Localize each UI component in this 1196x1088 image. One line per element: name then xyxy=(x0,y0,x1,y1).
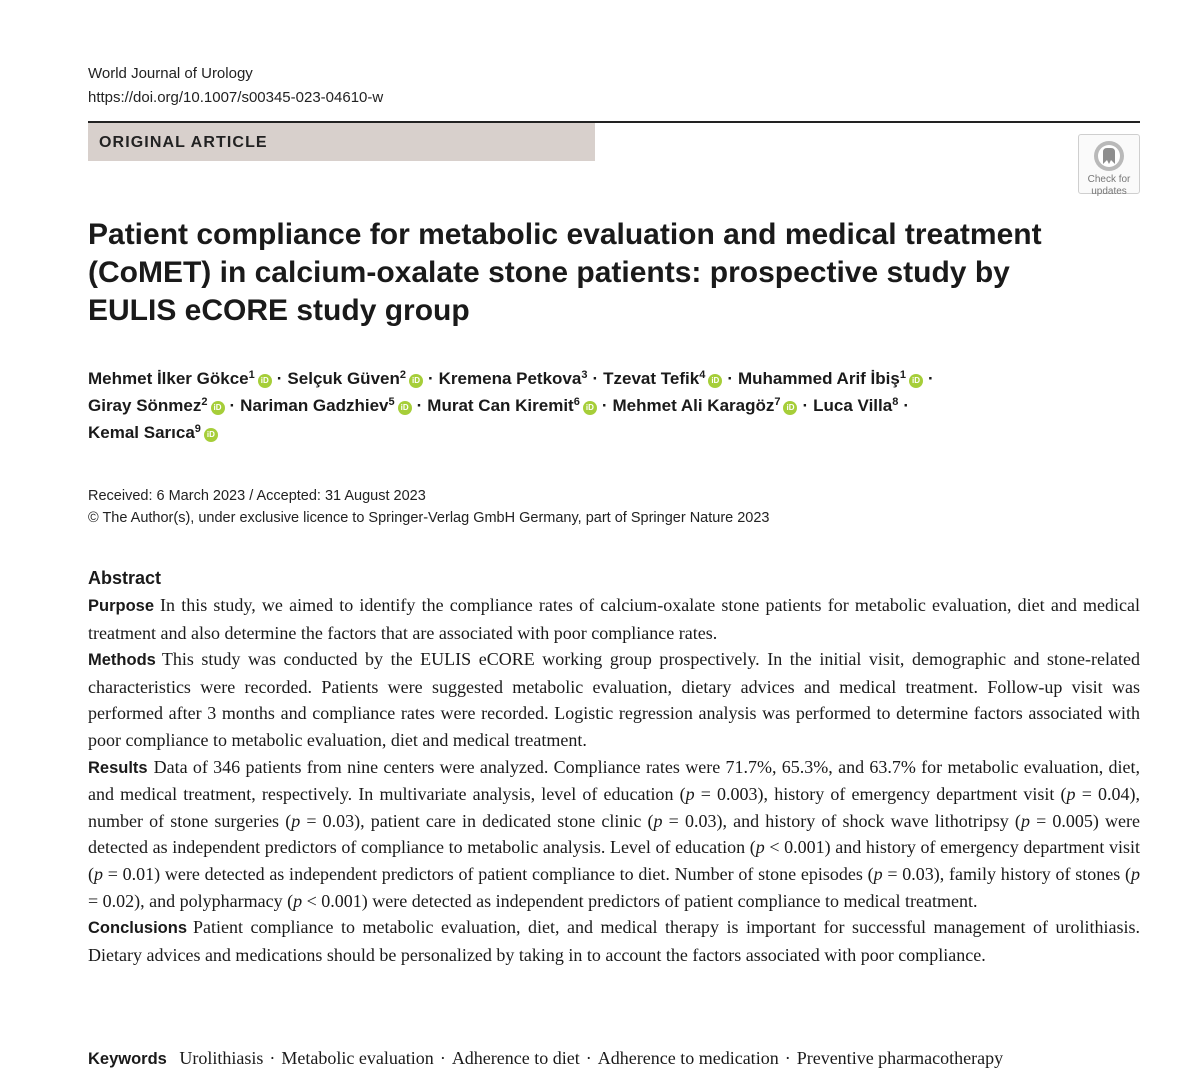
keyword-separator: · xyxy=(439,1048,446,1068)
abstract-section-label: Results xyxy=(88,758,148,777)
author-name: Tzevat Tefik xyxy=(603,369,700,388)
author-affiliation: 2 xyxy=(399,369,406,381)
orcid-icon[interactable]: iD xyxy=(211,401,225,415)
author[interactable] xyxy=(813,396,898,415)
author-affiliation: 1 xyxy=(899,369,906,381)
author-separator: · xyxy=(601,396,608,415)
orcid-icon[interactable]: iD xyxy=(409,374,423,388)
author-affiliation: 8 xyxy=(892,396,899,408)
doi-link[interactable]: https://doi.org/10.1007/s00345-023-04610-w xyxy=(88,89,384,106)
abstract xyxy=(88,566,1140,968)
orcid-icon[interactable]: iD xyxy=(398,401,412,415)
author-separator: · xyxy=(802,396,809,415)
publication-info xyxy=(88,485,770,529)
journal-header xyxy=(88,62,383,110)
abstract-section-text: This study was conducted by the EULIS eCORE working group prospectively. In the initial visit, demographic and stone-related characteristics were recorded. Patients were suggested metabolic evaluation, dietary advices and medical treatment. Follow-up visit was performed after 3 months and compliance rates were recorded. Logistic regression analysis was performed to determine factors associated with poor compliance to metabolic evaluation, diet and medical treatment. xyxy=(88,649,1140,750)
crossmark-line1: Check for xyxy=(1087,174,1131,185)
abstract-section-text: In this study, we aimed to identify the compliance rates of calcium-oxalate stone patients for metabolic evaluation, diet and medical treatment and also determine the factors that are associated with poor compliance rates. xyxy=(88,595,1140,643)
abstract-section-text: Patient compliance to metabolic evaluation, diet, and medical therapy is important for successful management of urolithiasis. Dietary advices and medications should be personalized by taking in to account the factors associated with poor compliance. xyxy=(88,917,1140,965)
author-name: Murat Can Kiremit xyxy=(427,396,574,415)
author-affiliation: 3 xyxy=(581,369,588,381)
author[interactable] xyxy=(88,423,218,442)
crossmark-icon xyxy=(1092,139,1126,173)
author-name: Kremena Petkova xyxy=(438,369,582,388)
author-name: Luca Villa xyxy=(813,396,893,415)
abstract-methods xyxy=(88,646,1140,753)
check-for-updates-badge[interactable] xyxy=(1078,134,1140,197)
author-affiliation: 9 xyxy=(194,423,201,435)
author[interactable] xyxy=(738,369,923,388)
author[interactable] xyxy=(88,396,225,415)
author-separator: · xyxy=(927,369,934,388)
author[interactable] xyxy=(88,369,272,388)
article-title: Patient compliance for metabolic evaluation and medical treatment (CoMET) in calcium-oxalate stone patients: prospective study by EULIS eCORE study group xyxy=(88,218,1042,327)
author[interactable] xyxy=(240,396,411,415)
abstract-results xyxy=(88,754,1140,915)
author-separator: · xyxy=(903,396,910,415)
author-list xyxy=(88,365,1148,446)
author-name: Selçuk Güven xyxy=(287,369,400,388)
author-name: Muhammed Arif İbiş xyxy=(738,369,900,388)
orcid-icon[interactable]: iD xyxy=(708,374,722,388)
author[interactable] xyxy=(439,369,588,388)
abstract-section-text: Data of 346 patients from nine centers were analyzed. Compliance rates were 71.7%, 65.3%, and 63.7% for metabolic evaluation, diet, and medical treatment, respectively. In multivariate analysis, level of education (p = 0.003), history of emergency department visit (p = 0.04), number of stone surgeries (p = 0.03), patient care in dedicated stone clinic (p = 0.03), and history of shock wave lithotripsy (p = 0.005) were detected as independent predictors of compliance to metabolic analysis. Level of education (p < 0.001) and history of emergency department visit (p = 0.01) were detected as independent predictors of patient compliance to diet. Number of stone episodes (p = 0.03), family history of stones (p = 0.02), and polypharmacy (p < 0.001) were detected as independent predictors of patient compliance to medical treatment. xyxy=(88,756,1141,911)
orcid-icon[interactable]: iD xyxy=(583,401,597,415)
keywords-label: Keywords xyxy=(88,1050,167,1068)
author-separator: · xyxy=(276,369,283,388)
orcid-icon[interactable]: iD xyxy=(909,374,923,388)
article-type-band: ORIGINAL ARTICLE xyxy=(88,123,595,161)
abstract-section-label: Methods xyxy=(88,651,156,670)
orcid-icon[interactable]: iD xyxy=(258,374,272,388)
author-affiliation: 1 xyxy=(248,369,255,381)
author-name: Mehmet Ali Karagöz xyxy=(612,396,775,415)
author-affiliation: 7 xyxy=(774,396,781,408)
keyword-separator: · xyxy=(585,1048,592,1068)
keyword[interactable]: Adherence to diet xyxy=(451,1048,580,1068)
author[interactable] xyxy=(613,396,798,415)
keyword[interactable]: Metabolic evaluation xyxy=(281,1048,434,1068)
keyword-separator: · xyxy=(784,1048,791,1068)
author-affiliation: 4 xyxy=(699,369,706,381)
abstract-heading: Abstract xyxy=(88,568,162,588)
journal-name: World Journal of Urology xyxy=(88,65,253,82)
author-separator: · xyxy=(416,396,423,415)
copyright-line: © The Author(s), under exclusive licence to Springer-Verlag GmbH Germany, part of Springer Nature 2023 xyxy=(88,510,770,526)
abstract-conclusions xyxy=(88,914,1140,968)
orcid-icon[interactable]: iD xyxy=(204,428,218,442)
crossmark-line2: updates xyxy=(1091,186,1127,197)
abstract-purpose xyxy=(88,592,1140,646)
author-separator: · xyxy=(427,369,434,388)
author-separator: · xyxy=(727,369,733,388)
author-separator: · xyxy=(592,369,599,388)
keyword[interactable]: Adherence to medication xyxy=(597,1048,779,1068)
author-affiliation: 2 xyxy=(201,396,208,408)
abstract-section-label: Purpose xyxy=(88,597,155,615)
author[interactable] xyxy=(427,396,597,415)
author-name: Mehmet İlker Gökce xyxy=(88,369,249,388)
author-affiliation: 5 xyxy=(388,396,395,408)
keyword[interactable]: Urolithiasis xyxy=(179,1048,264,1068)
author-separator: · xyxy=(229,396,236,415)
orcid-icon[interactable]: iD xyxy=(783,401,797,415)
author-affiliation: 6 xyxy=(573,396,580,408)
author-name: Nariman Gadzhiev xyxy=(240,396,389,415)
author[interactable] xyxy=(603,369,722,388)
received-accepted-dates: Received: 6 March 2023 / Accepted: 31 August 2023 xyxy=(88,488,426,504)
author-name: Giray Sönmez xyxy=(88,396,202,415)
abstract-section-label: Conclusions xyxy=(88,919,188,938)
keyword[interactable]: Preventive pharmacotherapy xyxy=(796,1048,1004,1068)
author-name: Kemal Sarıca xyxy=(88,423,195,442)
keywords-line xyxy=(88,1045,1168,1072)
keyword-separator: · xyxy=(269,1048,276,1068)
author[interactable] xyxy=(287,369,423,388)
